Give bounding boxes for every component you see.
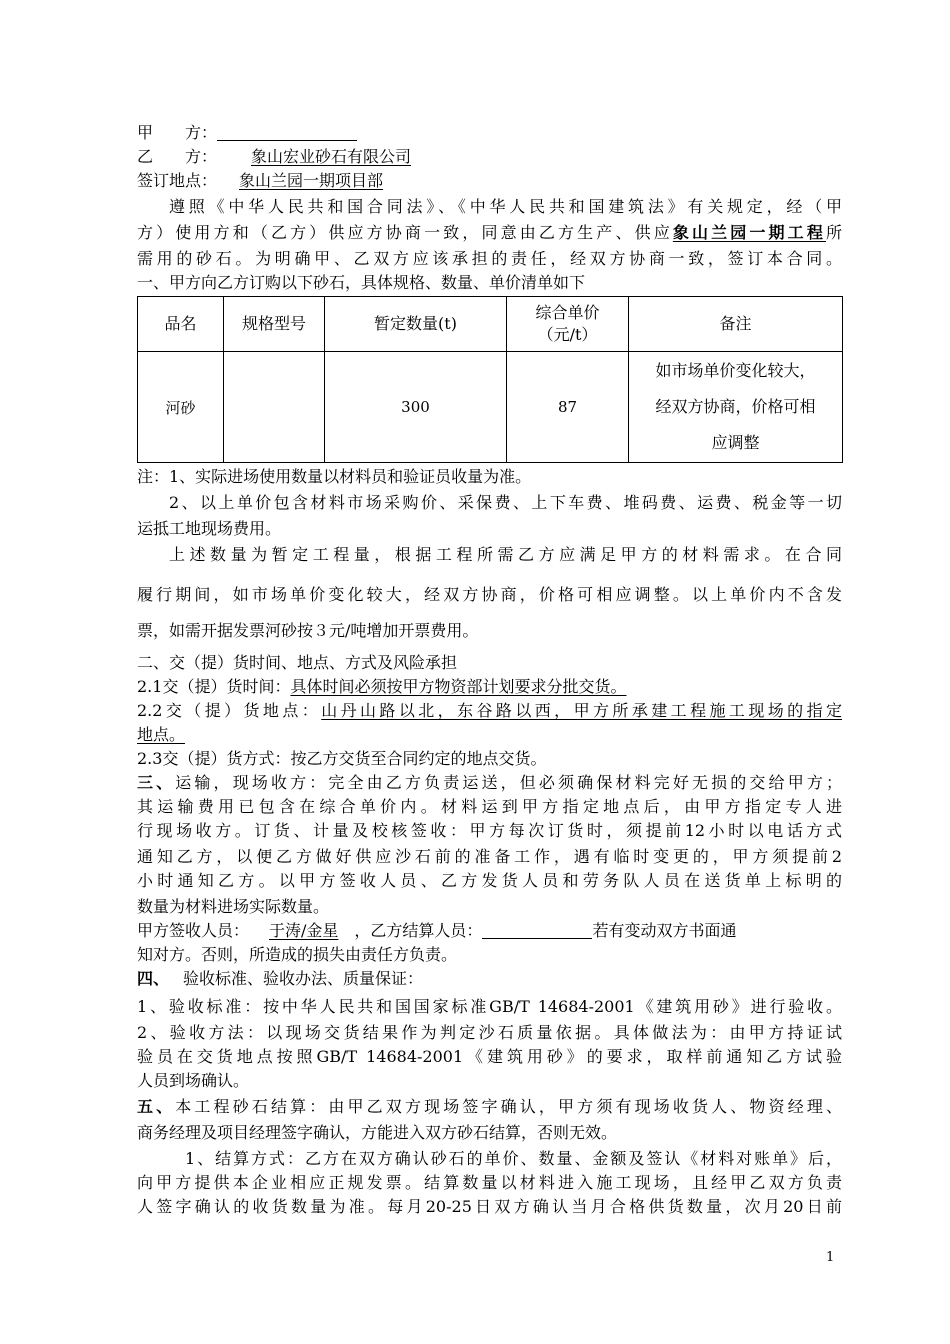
section-3-line-8: 知对方。否则，所造成的损失由责任方负责。 (137, 945, 458, 964)
place-value: 象山兰园一期项目部 (239, 171, 384, 190)
section-3-line-6: 数量为材料进场实际数量。 (137, 897, 330, 916)
section-3-line-1: 三、运输，现场收方：完全由乙方负责运送，但必须确保材料完好无损的交给甲方； (137, 773, 842, 792)
cell-qty: 300 (325, 352, 507, 463)
party-a-blank (217, 123, 357, 141)
intro-line-3: 需用的砂石。为明确甲、乙双方应该承担的责任，经双方协商一致，签订本合同。 (137, 249, 842, 268)
note-2-line-2: 运抵工地现场费用。 (137, 519, 282, 538)
section-2-2-line-1: 2.2交（提）货地点：山丹山路以北，东谷路以西，甲方所承建工程施工现场的指定 (137, 701, 842, 720)
cell-name: 河砂 (138, 352, 224, 463)
settlement-person-blank (482, 921, 592, 939)
party-b-line (137, 146, 842, 168)
place-label: 签订地点： (137, 171, 218, 190)
section-2-2-line-2: 地点。 (137, 725, 186, 744)
table-row (138, 352, 843, 463)
header-unit-price: 综合单价 （元/t） (507, 297, 629, 352)
cell-price: 87 (507, 352, 629, 463)
receiver-names: 于涛/金星 (269, 921, 339, 940)
header-remark: 备注 (629, 297, 843, 352)
party-b-label: 乙 方： (137, 147, 218, 166)
section-4-title: 四、 验收标准、验收办法、质量保证： (137, 969, 424, 988)
page-number: 1 (826, 1250, 835, 1265)
note-1: 注：1、实际进场使用数量以材料员和验证员收量为准。 (137, 467, 532, 486)
section-3-line-5: 小时通知乙方。以甲方签收人员、乙方发货人员和劳务队人员在送货单上标明的 (137, 871, 842, 890)
party-b-value: 象山宏业砂石有限公司 (251, 147, 412, 166)
project-name: 象山兰园一期工程 (672, 223, 826, 242)
section-4-line-2: 2、验收方法：以现场交货结果作为判定沙石质量依据。具体做法为：由甲方持证试 (137, 1023, 842, 1042)
signers-line: 甲方签收人员： 于涛/金星 ，乙方结算人员： 若有变动双方书面通 (137, 921, 737, 940)
delivery-time: 具体时间必须按甲方物资部计划要求分批交货。 (290, 677, 627, 696)
section-4-line-1: 1、验收标准：按中华人民共和国国家标准GB/T 14684-2001《建筑用砂》进行验收。 (137, 997, 842, 1016)
section-3-line-4: 通知乙方，以便乙方做好供应沙石前的准备工作，遇有临时变更的，甲方须提前2 (137, 847, 842, 866)
section-4-line-4: 人员到场确认。 (137, 1071, 250, 1090)
section-5-line-5: 人签字确认的收货数量为准。每月20-25日双方确认当月合格供货数量，次月20日前 (137, 1197, 842, 1216)
section-5-line-1: 五、本工程砂石结算：由甲乙双方现场签字确认，甲方须有现场收货人、物资经理、 (137, 1097, 842, 1116)
section-5-line-2: 商务经理及项目经理签字确认，方能进入双方砂石结算，否则无效。 (137, 1123, 618, 1142)
notes-para-line-1: 上述数量为暂定工程量，根据工程所需乙方应满足甲方的材料需求。在合同 (169, 545, 842, 564)
spec-table (137, 296, 843, 463)
section-5-line-3: 1、结算方式：乙方在双方确认砂石的单价、数量、金额及签认《材料对账单》后， (185, 1149, 842, 1168)
cell-spec (224, 352, 325, 463)
section-4-line-3: 验员在交货地点按照GB/T 14684-2001《建筑用砂》的要求，取样前通知乙方试验 (137, 1047, 842, 1066)
section-3-line-2: 其运输费用已包含在综合单价内。材料运到甲方指定地点后，由甲方指定专人进 (137, 797, 842, 816)
party-a-line (137, 122, 842, 144)
header-spec: 规格型号 (224, 297, 325, 352)
header-qty: 暂定数量(t) (325, 297, 507, 352)
section-5-line-4: 向甲方提供本企业相应正规发票。结算数量以材料进入施工现场，且经甲乙双方负责 (137, 1173, 842, 1192)
note-2-line-1: 2、以上单价包含材料市场采购价、采保费、上下车费、堆码费、运费、税金等一切 (169, 493, 842, 512)
section-2-title: 二、交（提）货时间、地点、方式及风险承担 (137, 653, 458, 672)
notes-para-line-3: 票，如需开据发票河砂按３元/吨增加开票费用。 (137, 621, 479, 640)
section-1-title: 一、甲方向乙方订购以下砂石，具体规格、数量、单价清单如下 (137, 273, 586, 292)
notes-para-line-2: 履行期间，如市场单价变化较大，经双方协商，价格可相应调整。以上单价内不含发 (137, 585, 842, 604)
cell-remark: 如市场单价变化较大， 经双方协商，价格可相 应调整 (629, 352, 843, 463)
section-2-1: 2.1交（提）货时间：具体时间必须按甲方物资部计划要求分批交货。 (137, 677, 627, 696)
table-header-row (138, 297, 843, 352)
section-2-3: 2.3交（提）货方式：按乙方交货至合同约定的地点交货。 (137, 749, 547, 768)
party-a-label: 甲 方： (137, 123, 218, 142)
header-name: 品名 (138, 297, 224, 352)
delivery-place: 山丹山路以北，东谷路以西，甲方所承建工程施工现场的指定 (321, 701, 842, 720)
intro-line-2: 方）使用方和（乙方）供应方协商一致，同意由乙方生产、供应象山兰园一期工程所 (137, 223, 842, 242)
place-line (137, 170, 842, 192)
intro-line-1: 遵照《中华人民共和国合同法》、《中华人民共和国建筑法》有关规定，经（甲 (169, 197, 842, 216)
section-3-line-3: 行现场收方。订货、计量及校核签收：甲方每次订货时，须提前12小时以电话方式 (137, 821, 842, 840)
